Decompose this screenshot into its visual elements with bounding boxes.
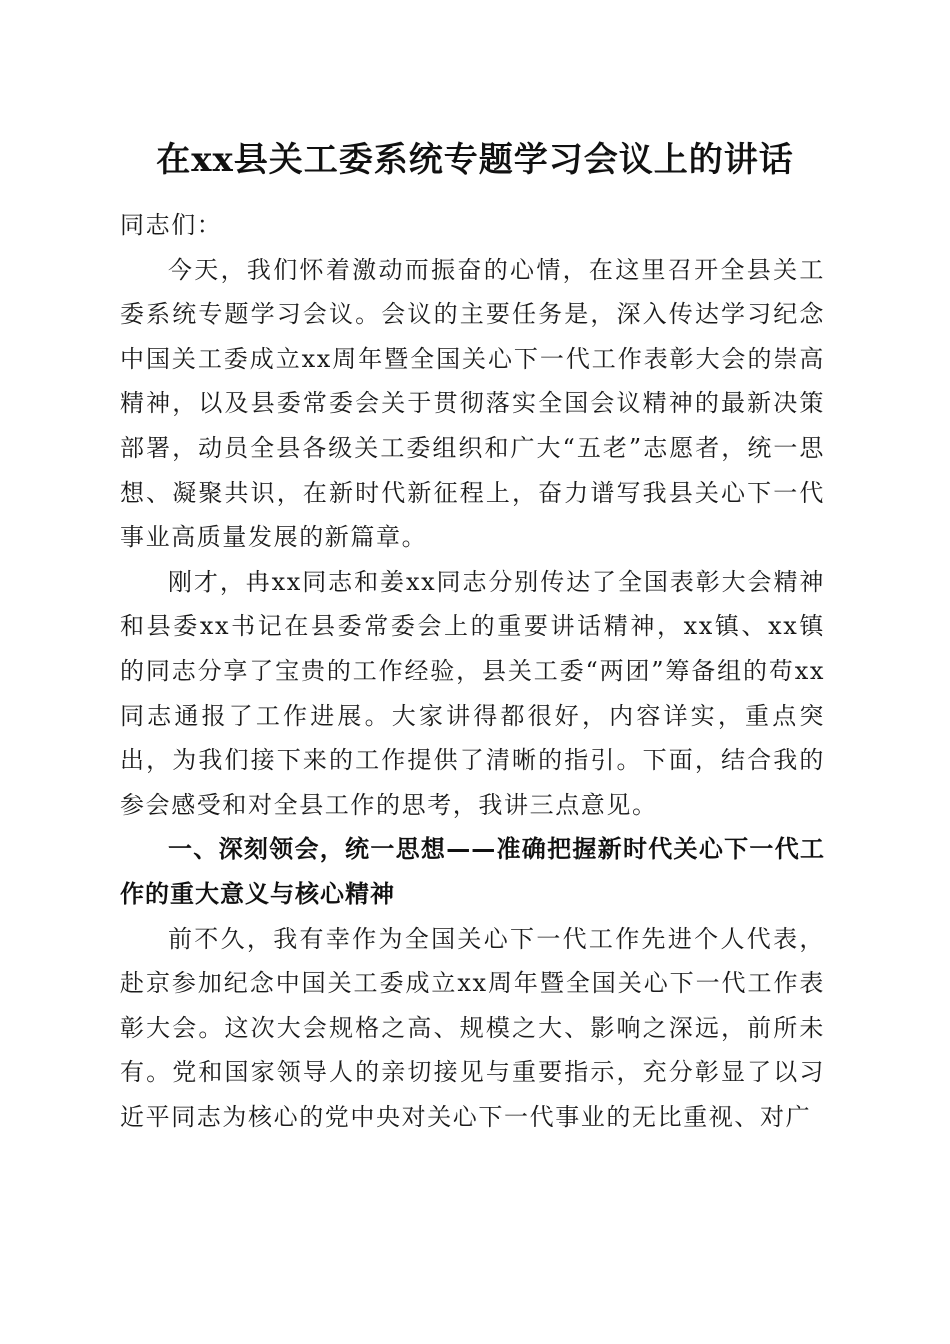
paragraph-1: 今天，我们怀着激动而振奋的心情，在这里召开全县关工委系统专题学习会议。会议的主要任务是，深入传达学习纪念中国关工委成立xx周年暨全国关心下一代工作表彰大会的崇高精神，以及县委常委会关于贯彻落实全国会议精神的最新决策部署，动员全县各级关工委组织和广大“五老”志愿者，统一思想、凝聚共识，在新时代新征程上，奋力谱写我县关心下一代事业高质量发展的新篇章。 [120,255,825,552]
document-body [120,203,825,1139]
section-paragraph-1: 前不久，我有幸作为全国关心下一代工作先进个人代表，赴京参加纪念中国关工委成立xx周年暨全国关心下一代工作表彰大会。这次大会规格之高、规模之大、影响之深远，前所未有。党和国家领导人的亲切接见与重要指示，充分彰显了以习近平同志为核心的党中央对关心下一代事业的无比重视、对广 [120,924,825,1131]
paragraph-2: 刚才，冉xx同志和姜xx同志分别传达了全国表彰大会精神和县委xx书记在县委常委会上的重要讲话精神，xx镇、xx镇的同志分享了宝贵的工作经验，县关工委“两团”筹备组的苟xx同志通报了工作进展。大家讲得都很好，内容详实，重点突出，为我们接下来的工作提供了清晰的指引。下面，结合我的参会感受和对全县工作的思考，我讲三点意见。 [120,567,825,819]
document-title: 在xx县关工委系统专题学习会议上的讲话 [156,140,794,180]
section-heading-1: 一、深刻领会，统一思想——准确把握新时代关心下一代工作的重大意义与核心精神 [120,835,825,908]
salutation: 同志们： [120,211,223,239]
